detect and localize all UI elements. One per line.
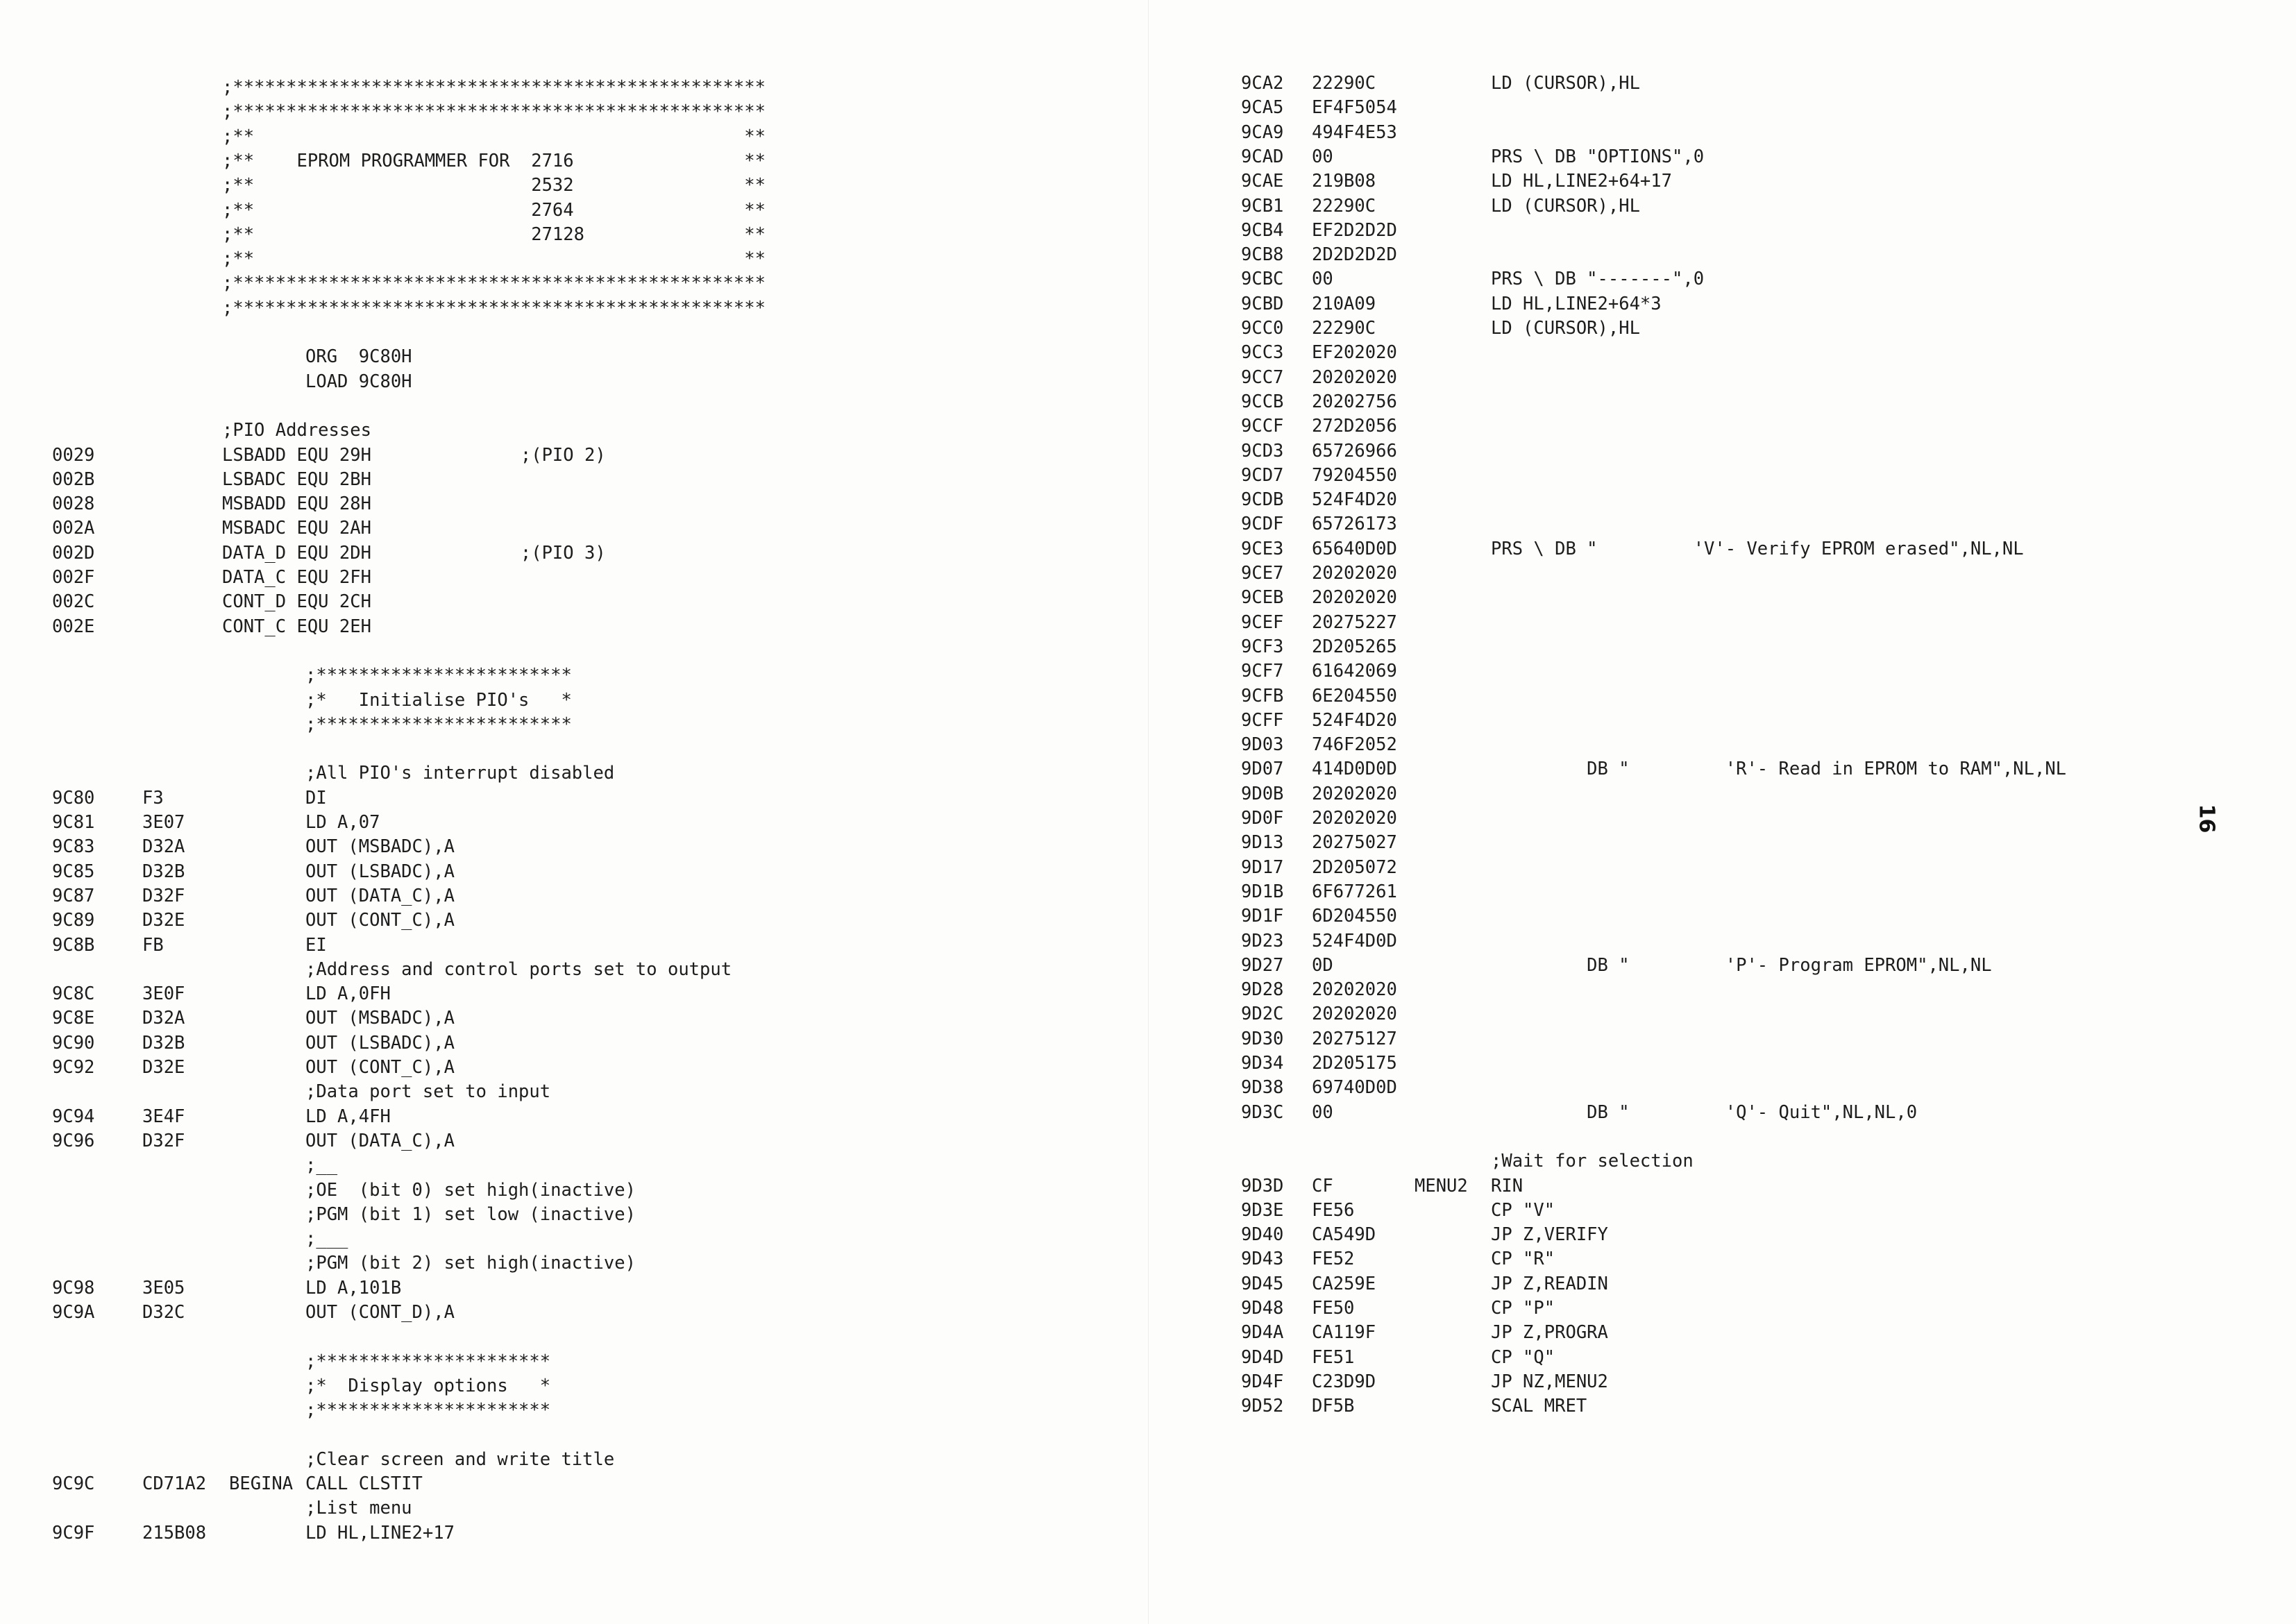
source-field: OUT (CONT_C),A: [305, 1057, 455, 1078]
address-field: 9CFB: [1241, 685, 1284, 707]
address-field: 9D43: [1241, 1249, 1284, 1270]
source-field: ;OE (bit 0) set high(inactive): [305, 1179, 636, 1201]
source-field: CONT_D EQU 2CH: [222, 591, 371, 613]
object-code-field: 00: [1312, 146, 1333, 167]
object-code-field: D32F: [142, 1130, 185, 1151]
address-field: 9D1F: [1241, 906, 1284, 927]
source-field: DB " 'P'- Program EPROM",NL,NL: [1491, 954, 1992, 976]
object-code-field: 3E0F: [142, 983, 185, 1005]
object-code-field: 524F4D0D: [1312, 930, 1397, 951]
source-field: ;PIO Addresses: [222, 420, 371, 441]
object-code-field: FE50: [1312, 1298, 1355, 1319]
address-field: 9D17: [1241, 856, 1284, 878]
object-code-field: 22290C: [1312, 318, 1376, 339]
object-code-field: 6E204550: [1312, 685, 1397, 707]
source-field: LD HL,LINE2+64*3: [1491, 293, 1662, 314]
object-code-field: FE56: [1312, 1199, 1355, 1221]
source-field: LD HL,LINE2+64+17: [1491, 171, 1672, 192]
address-field: 9CB8: [1241, 244, 1284, 266]
source-field: PRS \ DB " 'V'- Verify EPROM erased",NL,NL: [1491, 538, 2024, 559]
object-code-field: 20202020: [1312, 808, 1397, 829]
source-field: ORG 9C80H: [305, 346, 412, 368]
object-code-field: 2D205072: [1312, 856, 1397, 878]
source-field: OUT (DATA_C),A: [305, 1130, 455, 1151]
source-field: OUT (DATA_C),A: [305, 885, 455, 906]
address-field: 9C85: [52, 861, 95, 882]
address-field: 9C8C: [52, 983, 95, 1005]
address-field: 9CB4: [1241, 219, 1284, 241]
address-field: 002C: [52, 591, 95, 613]
address-field: 9D27: [1241, 954, 1284, 976]
object-code-field: FB: [142, 934, 164, 956]
source-field: ;Clear screen and write title: [305, 1448, 615, 1470]
source-field: SCAL MRET: [1491, 1396, 1587, 1417]
source-field: OUT (MSBADC),A: [305, 836, 455, 858]
source-field: LD A,4FH: [305, 1106, 391, 1127]
address-field: 9D3E: [1241, 1199, 1284, 1221]
object-code-field: 22290C: [1312, 195, 1376, 217]
object-code-field: 20202020: [1312, 366, 1397, 388]
left-listing-column: [52, 75, 1024, 1553]
address-field: 9CB1: [1241, 195, 1284, 217]
object-code-field: 746F2052: [1312, 734, 1397, 756]
source-field: CONT_C EQU 2EH: [222, 616, 371, 637]
address-field: 9CE3: [1241, 538, 1284, 559]
source-field: ;**************************************************: [222, 273, 766, 294]
source-field: ;** EPROM PROGRAMMER FOR 2716 **: [222, 150, 766, 171]
source-field: MSBADD EQU 28H: [222, 493, 371, 515]
address-field: 9C89: [52, 910, 95, 931]
object-code-field: 69740D0D: [1312, 1077, 1397, 1099]
address-field: 9CEF: [1241, 611, 1284, 633]
object-code-field: 20202756: [1312, 391, 1397, 412]
source-field: LSBADC EQU 2BH: [222, 468, 371, 490]
source-field: LOAD 9C80H: [305, 371, 412, 392]
object-code-field: D32E: [142, 910, 185, 931]
source-field: DATA_D EQU 2DH ;(PIO 3): [222, 542, 606, 564]
object-code-field: 6F677261: [1312, 881, 1397, 902]
object-code-field: EF2D2D2D: [1312, 219, 1397, 241]
object-code-field: F3: [142, 787, 164, 809]
source-field: ;___: [305, 1228, 348, 1250]
object-code-field: 494F4E53: [1312, 121, 1397, 143]
source-field: LD (CURSOR),HL: [1491, 195, 1640, 217]
address-field: 9D3C: [1241, 1101, 1284, 1123]
label-field: MENU2: [1415, 1175, 1468, 1196]
address-field: 9D23: [1241, 930, 1284, 951]
source-field: LD (CURSOR),HL: [1491, 318, 1640, 339]
object-code-field: 65726966: [1312, 440, 1397, 462]
object-code-field: 2D205175: [1312, 1053, 1397, 1074]
object-code-field: D32C: [142, 1302, 185, 1323]
address-field: 9D4A: [1241, 1322, 1284, 1344]
object-code-field: C23D9D: [1312, 1371, 1376, 1392]
source-field: ;** **: [222, 248, 766, 270]
source-field: RIN: [1491, 1175, 1523, 1196]
object-code-field: 20202020: [1312, 783, 1397, 804]
source-field: ;Data port set to input: [305, 1081, 551, 1103]
address-field: 9D0F: [1241, 808, 1284, 829]
source-field: PRS \ DB "OPTIONS",0: [1491, 146, 1705, 167]
source-field: OUT (CONT_C),A: [305, 910, 455, 931]
address-field: 9D28: [1241, 979, 1284, 1001]
address-field: 9C81: [52, 812, 95, 833]
page-fold-divider: [1148, 0, 1149, 1624]
source-field: ;** 2764 **: [222, 199, 766, 221]
object-code-field: 414D0D0D: [1312, 759, 1397, 780]
address-field: 9CDF: [1241, 514, 1284, 535]
object-code-field: D32A: [142, 836, 185, 858]
source-field: CP "V": [1491, 1199, 1555, 1221]
source-field: ;************************: [305, 665, 572, 686]
address-field: 0029: [52, 444, 95, 466]
source-field: ;PGM (bit 2) set high(inactive): [305, 1253, 636, 1274]
object-code-field: 20202020: [1312, 587, 1397, 609]
address-field: 9CD3: [1241, 440, 1284, 462]
source-field: LSBADD EQU 29H ;(PIO 2): [222, 444, 606, 466]
address-field: 9C98: [52, 1277, 95, 1299]
source-field: OUT (LSBADC),A: [305, 1032, 455, 1054]
address-field: 9CBD: [1241, 293, 1284, 314]
object-code-field: FE51: [1312, 1346, 1355, 1368]
source-field: DATA_C EQU 2FH: [222, 567, 371, 588]
address-field: 9C92: [52, 1057, 95, 1078]
address-field: 9D34: [1241, 1053, 1284, 1074]
address-field: 002E: [52, 616, 95, 637]
source-field: DI: [305, 787, 327, 809]
object-code-field: D32B: [142, 1032, 185, 1054]
address-field: 9D13: [1241, 832, 1284, 854]
address-field: 9CAD: [1241, 146, 1284, 167]
source-field: ;** 2532 **: [222, 175, 766, 196]
address-field: 002A: [52, 518, 95, 539]
object-code-field: 79204550: [1312, 464, 1397, 486]
address-field: 9D45: [1241, 1273, 1284, 1294]
object-code-field: 00: [1312, 269, 1333, 290]
object-code-field: CD71A2: [142, 1473, 207, 1495]
address-field: 9CF3: [1241, 636, 1284, 657]
object-code-field: EF4F5054: [1312, 97, 1397, 119]
address-field: 9CE7: [1241, 563, 1284, 584]
address-field: 9D2C: [1241, 1004, 1284, 1025]
object-code-field: D32E: [142, 1057, 185, 1078]
source-field: OUT (CONT_D),A: [305, 1302, 455, 1323]
source-field: CALL CLSTIT: [305, 1473, 423, 1495]
source-field: JP NZ,MENU2: [1491, 1371, 1608, 1392]
object-code-field: CF: [1312, 1175, 1333, 1196]
address-field: 9C87: [52, 885, 95, 906]
object-code-field: 20202020: [1312, 979, 1397, 1001]
source-field: ;__: [305, 1155, 338, 1176]
source-field: PRS \ DB "-------",0: [1491, 269, 1705, 290]
object-code-field: 65640D0D: [1312, 538, 1397, 559]
object-code-field: 2D205265: [1312, 636, 1397, 657]
source-field: ;* Initialise PIO's *: [305, 689, 572, 711]
object-code-field: D32A: [142, 1008, 185, 1029]
address-field: 9CDB: [1241, 489, 1284, 511]
object-code-field: 20275027: [1312, 832, 1397, 854]
address-field: 9CA5: [1241, 97, 1284, 119]
address-field: 9CEB: [1241, 587, 1284, 609]
object-code-field: 22290C: [1312, 73, 1376, 94]
source-field: ;**************************************************: [222, 77, 766, 98]
address-field: 9CC3: [1241, 342, 1284, 364]
address-field: 9CA2: [1241, 73, 1284, 94]
source-field: ;List menu: [305, 1498, 412, 1519]
object-code-field: 210A09: [1312, 293, 1376, 314]
source-field: ;All PIO's interrupt disabled: [305, 763, 615, 784]
object-code-field: 3E05: [142, 1277, 185, 1299]
address-field: 9C80: [52, 787, 95, 809]
source-field: ;**************************************************: [222, 297, 766, 319]
source-field: CP "P": [1491, 1298, 1555, 1319]
object-code-field: 20275127: [1312, 1028, 1397, 1049]
address-field: 9CA9: [1241, 121, 1284, 143]
address-field: 9CF7: [1241, 661, 1284, 682]
page-number: 16: [2194, 804, 2219, 834]
source-field: ;** **: [222, 126, 766, 147]
object-code-field: EF202020: [1312, 342, 1397, 364]
object-code-field: 215B08: [142, 1522, 207, 1543]
source-field: ;** 27128 **: [222, 223, 766, 245]
object-code-field: 272D2056: [1312, 416, 1397, 437]
source-field: LD A,07: [305, 812, 380, 833]
source-field: JP Z,VERIFY: [1491, 1224, 1608, 1246]
source-field: DB " 'R'- Read in EPROM to RAM",NL,NL: [1491, 759, 2067, 780]
right-listing-column: [1241, 71, 2199, 1445]
object-code-field: DF5B: [1312, 1396, 1355, 1417]
object-code-field: 61642069: [1312, 661, 1397, 682]
source-field: ;************************: [305, 713, 572, 735]
address-field: 002D: [52, 542, 95, 564]
object-code-field: 6D204550: [1312, 906, 1397, 927]
source-field: ;**********************: [305, 1351, 551, 1372]
object-code-field: 3E4F: [142, 1106, 185, 1127]
address-field: 9C9C: [52, 1473, 95, 1495]
object-code-field: CA119F: [1312, 1322, 1376, 1344]
source-field: CP "Q": [1491, 1346, 1555, 1368]
source-field: OUT (LSBADC),A: [305, 861, 455, 882]
address-field: 9CCF: [1241, 416, 1284, 437]
address-field: 9D0B: [1241, 783, 1284, 804]
address-field: 0028: [52, 493, 95, 515]
address-field: 9CC0: [1241, 318, 1284, 339]
source-field: DB " 'Q'- Quit",NL,NL,0: [1491, 1101, 1918, 1123]
address-field: 9CCB: [1241, 391, 1284, 412]
address-field: 9D48: [1241, 1298, 1284, 1319]
address-field: 9D4F: [1241, 1371, 1284, 1392]
address-field: 9D40: [1241, 1224, 1284, 1246]
address-field: 9C8E: [52, 1008, 95, 1029]
object-code-field: 3E07: [142, 812, 185, 833]
object-code-field: 00: [1312, 1101, 1333, 1123]
address-field: 9D30: [1241, 1028, 1284, 1049]
object-code-field: CA259E: [1312, 1273, 1376, 1294]
address-field: 9D4D: [1241, 1346, 1284, 1368]
object-code-field: 65726173: [1312, 514, 1397, 535]
source-field: EI: [305, 934, 327, 956]
address-field: 9D38: [1241, 1077, 1284, 1099]
address-field: 9C9A: [52, 1302, 95, 1323]
object-code-field: 20202020: [1312, 1004, 1397, 1025]
address-field: 002F: [52, 567, 95, 588]
object-code-field: D32F: [142, 885, 185, 906]
address-field: 9C96: [52, 1130, 95, 1151]
source-field: OUT (MSBADC),A: [305, 1008, 455, 1029]
object-code-field: 0D: [1312, 954, 1333, 976]
address-field: 9CBC: [1241, 269, 1284, 290]
address-field: 9CAE: [1241, 171, 1284, 192]
address-field: 9D07: [1241, 759, 1284, 780]
object-code-field: 20202020: [1312, 563, 1397, 584]
source-field: ;Address and control ports set to output: [305, 958, 732, 980]
source-field: LD A,101B: [305, 1277, 402, 1299]
source-field: ;* Display options *: [305, 1375, 551, 1396]
address-field: 002B: [52, 468, 95, 490]
address-field: 9CD7: [1241, 464, 1284, 486]
address-field: 9D52: [1241, 1396, 1284, 1417]
source-field: ;**************************************************: [222, 101, 766, 123]
object-code-field: CA549D: [1312, 1224, 1376, 1246]
source-field: LD HL,LINE2+17: [305, 1522, 455, 1543]
label-field: BEGINA: [229, 1473, 294, 1495]
address-field: 9C90: [52, 1032, 95, 1054]
source-field: ;Wait for selection: [1491, 1151, 1694, 1172]
address-field: 9C9F: [52, 1522, 95, 1543]
address-field: 9CFF: [1241, 709, 1284, 731]
source-field: JP Z,READIN: [1491, 1273, 1608, 1294]
object-code-field: 2D2D2D2D: [1312, 244, 1397, 266]
address-field: 9D3D: [1241, 1175, 1284, 1196]
object-code-field: 524F4D20: [1312, 489, 1397, 511]
object-code-field: FE52: [1312, 1249, 1355, 1270]
object-code-field: 524F4D20: [1312, 709, 1397, 731]
source-field: CP "R": [1491, 1249, 1555, 1270]
object-code-field: D32B: [142, 861, 185, 882]
source-field: LD (CURSOR),HL: [1491, 73, 1640, 94]
source-field: ;PGM (bit 1) set low (inactive): [305, 1203, 636, 1225]
address-field: 9C94: [52, 1106, 95, 1127]
address-field: 9D1B: [1241, 881, 1284, 902]
source-field: LD A,0FH: [305, 983, 391, 1005]
object-code-field: 219B08: [1312, 171, 1376, 192]
address-field: 9CC7: [1241, 366, 1284, 388]
address-field: 9C8B: [52, 934, 95, 956]
address-field: 9D03: [1241, 734, 1284, 756]
source-field: JP Z,PROGRA: [1491, 1322, 1608, 1344]
object-code-field: 20275227: [1312, 611, 1397, 633]
source-field: ;**********************: [305, 1400, 551, 1421]
address-field: 9C83: [52, 836, 95, 858]
source-field: MSBADC EQU 2AH: [222, 518, 371, 539]
